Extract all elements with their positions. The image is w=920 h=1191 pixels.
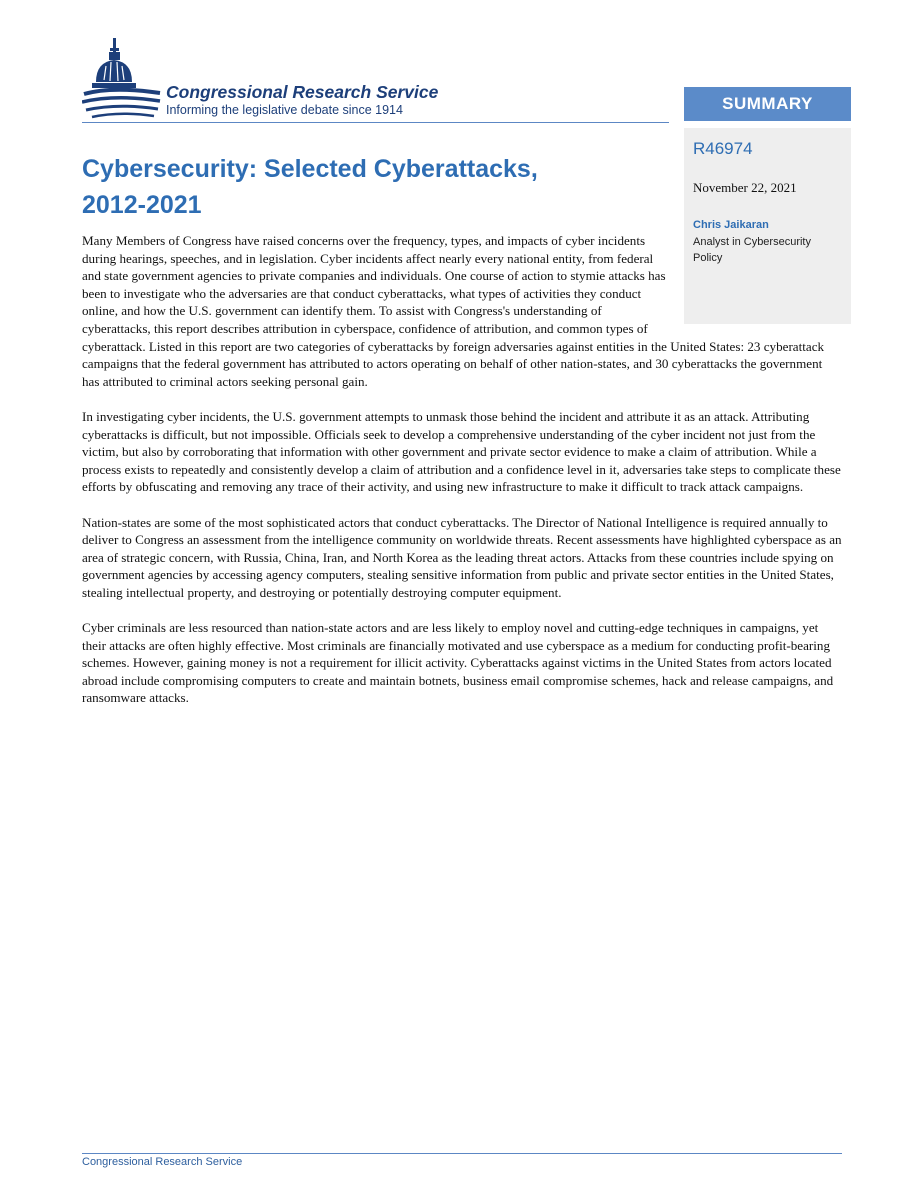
author-name: Chris Jaikaran bbox=[693, 219, 769, 231]
footer-org-name: Congressional Research Service bbox=[82, 1156, 243, 1168]
sidebar-spacer bbox=[670, 232, 842, 328]
summary-tab: SUMMARY bbox=[684, 87, 851, 121]
org-name: Congressional Research Service bbox=[166, 82, 439, 102]
report-date: November 22, 2021 bbox=[693, 180, 797, 195]
page-title: Cybersecurity: Selected Cyberattacks, 2012-2021 bbox=[82, 155, 538, 219]
crs-logo bbox=[82, 36, 502, 126]
body-paragraph: Cyber criminals are less resourced than nation-state actors and are less likely to employ novel and cutting-edge techniques in campaigns, yet their attacks are often highly effective. Most criminals are financially motivated and use cyberspace as a medium for conducting profit-bearing schemes. However, gaining money is not a requirement for illicit activity. Cyberattacks against victims in the United States from actors located abroad include compromising computers to create and maintain botnets, business email compromise schemes, hack and release campaigns, and ransomware attacks. bbox=[82, 620, 834, 706]
capitol-dome-icon bbox=[82, 36, 162, 122]
author-role: Analyst in Cybersecurity Policy bbox=[693, 236, 811, 264]
report-number: R46974 bbox=[693, 139, 753, 158]
summary-body bbox=[82, 232, 842, 725]
body-paragraph: In investigating cyber incidents, the U.S. government attempts to unmask those behind the incident and attribute it as an attack. Attributing cyberattacks is difficult, but not impossible. Officials seek to develop a comprehensive understanding of the cyber incident not just from the victim, but also by corroborating that information with other government and private sector evidence to make a claim of attribution. While a process exists to repeatedly and consistently develop a claim of attribution and a confidence level in it, adversaries take steps to complicate these efforts by obfuscating and removing any trace of their activity, and using new infrastructure to make it difficult to track attack campaigns. bbox=[82, 408, 841, 495]
org-tagline: Informing the legislative debate since 1914 bbox=[166, 103, 403, 117]
body-paragraph: Nation-states are some of the most sophisticated actors that conduct cyberattacks. The Director of National Intelligence is required annually to deliver to Congress an assessment from the intelligence community on worldwide threats. Recent assessments have highlighted cyberspace as an area of strategic concern, with Russia, China, Iran, and North Korea as the leading threat actors. Attacks from these countries include spying on government agencies by accessing agency computers, stealing sensitive information from public and private sector entities in the United States, stealing intellectual property, and destroying or potentially destroying computer equipment. bbox=[82, 514, 842, 600]
body-paragraph: Many Members of Congress have raised concerns over the frequency, types, and impacts of cyber incidents during hearings, speeches, and in legislation. Cyber incidents affect nearly every national entity, from federal and state government agencies to private companies and individuals. One course of action to stymie attacks has been to investigate who the adversaries are that conduct cyberattacks, what types of activities they conduct online, and how the U.S. government can identify them. To assist with Congress's understanding of cyberattacks, this report describes attribution in cyberspace, confidence of attribution, and common types of cyberattack. Listed in this report are two categories of cyberattacks by foreign adversaries against entities in the United States: 23 cyberattack campaigns that the federal government has attributed to actors operating on behalf of other nation-states, and 30 cyberattacks the government has attributed to criminal actors seeking personal gain. bbox=[82, 233, 825, 389]
header-divider bbox=[82, 122, 669, 123]
footer-divider bbox=[82, 1153, 842, 1154]
